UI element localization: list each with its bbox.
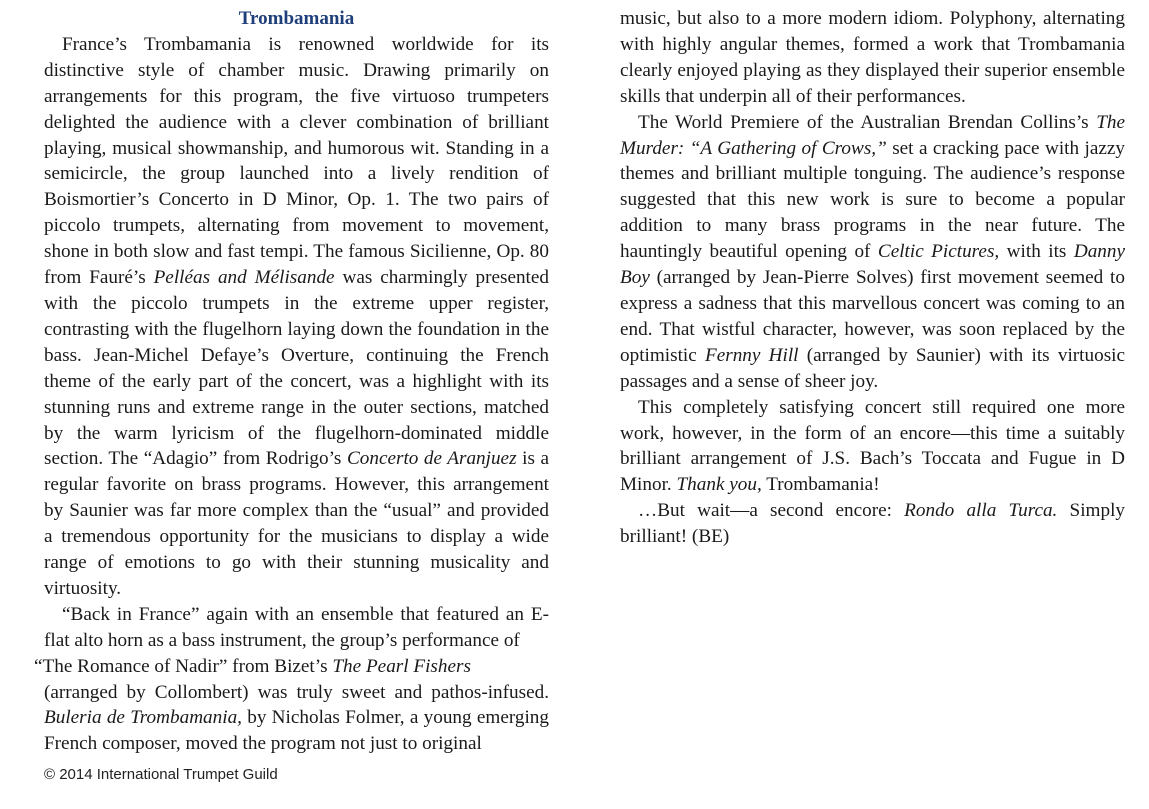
paragraph [620,110,1125,395]
work-title: Buleria de Trombamania, [44,707,242,729]
paragraph: “Back in France” again with an ensemble that featured an E-flat alto horn as a bass instrument, the group’s performance of [44,603,549,651]
text-run: …But wait—a second encore: [638,500,905,522]
text-run: The World Premiere of the Australian Brendan Collins’s [638,111,1097,133]
text-run: (arranged by Collombert) was truly sweet and pathos-infused. [44,681,549,703]
work-title: Danny Boy [620,241,1125,289]
work-title: Rondo alla Turca. [904,500,1058,522]
work-title: Celtic Pictures, [877,241,1000,263]
left-column [34,6,549,757]
text-run: Trombamania! [761,474,880,496]
text-run: with its [999,241,1074,263]
paragraph [620,395,1125,499]
paragraph-line [34,654,549,680]
text-run: This completely satisfying concert still required one more work, however, in the form of an encore—this time a suitably brilliant arrangement of J.S. Bach’s Toccata and Fugue in D Minor. [620,396,1125,496]
paragraph-continuation: music, but also to a more modern idiom. Polyphony, alternating with highly angular themes, formed a work that Trombamania clearly enjoyed playing as they displayed their superior ensemble skills that underpin all of their performances. [620,8,1125,107]
work-title: Fernny Hill [705,344,799,366]
work-title: Pelléas and Mélisande [153,267,335,289]
work-title: Concerto de Aranjuez [346,448,517,470]
text-run: by Nicholas Folmer, a young emerging French composer, moved the program not just to original [44,707,549,755]
text-run: (arranged by Saunier) with its virtuosic passages and a sense of sheer joy. [620,344,1126,392]
article-title: Trombamania [238,8,355,29]
text-run: (arranged by Jean-Pierre Solves) first movement seemed to express a sadness that this marvellous concert was coming to an end. That wistful character, however, was soon replaced by the optimistic [620,267,1125,366]
text-run: was charmingly presented with the piccolo trumpets in the extreme upper register, contrasting with the flugelhorn laying down the foundation in the bass. Jean-Michel Defaye’s Overture, continuing the French theme of the early part of the concert, was a highlight with its stunning runs and extreme range in the outer sections, matched by the warm lyricism of the flugelhorn-dominated middle section. The “Adagio” from Rodrigo’s [44,267,549,470]
text-run: Simply brilliant! (BE) [620,500,1125,548]
right-column [620,6,1125,550]
work-title: The Murder: “A Gathering of Crows,” [620,111,1125,159]
text-run: is a regular favorite on brass programs. However, this arrangement by Saunier was far more complex than the “usual” and provided a tremendous opportunity for the musicians to display a wide range of emotions to go with their stunning musicality and virtuosity. [44,448,549,599]
text-run: set a cracking pace with jazzy themes and brilliant multiple tonguing. The audience’s response suggested that this new work is sure to become a popular addition to many brass programs in the near future. The hauntingly beautiful opening of [620,137,1125,263]
paragraph-continuation [44,680,549,758]
emphasis: Thank you, [676,474,762,496]
copyright-footer: © 2014 International Trumpet Guild [44,766,278,783]
work-title: The Pearl Fishers [332,655,471,677]
paragraph [620,498,1125,550]
text-run: France’s Trombamania is renowned worldwide for its distinctive style of chamber music. Drawing primarily on arrangements for this program, the five virtuoso trumpeters delighted the audience with a clever combination of brilliant playing, musical showmanship, and humorous wit. Standing in a semicircle, the group launched into a lively rendition of Boismortier’s Concerto in D Minor, Op. 1. The two pairs of piccolo trumpets, alternating from movement to movement, shone in both slow and fast tempi. The famous Sicilienne, Op. 80 from Fauré’s [44,33,549,289]
paragraph [44,32,549,602]
text-run: “The Romance of Nadir” from Bizet’s [34,655,333,677]
